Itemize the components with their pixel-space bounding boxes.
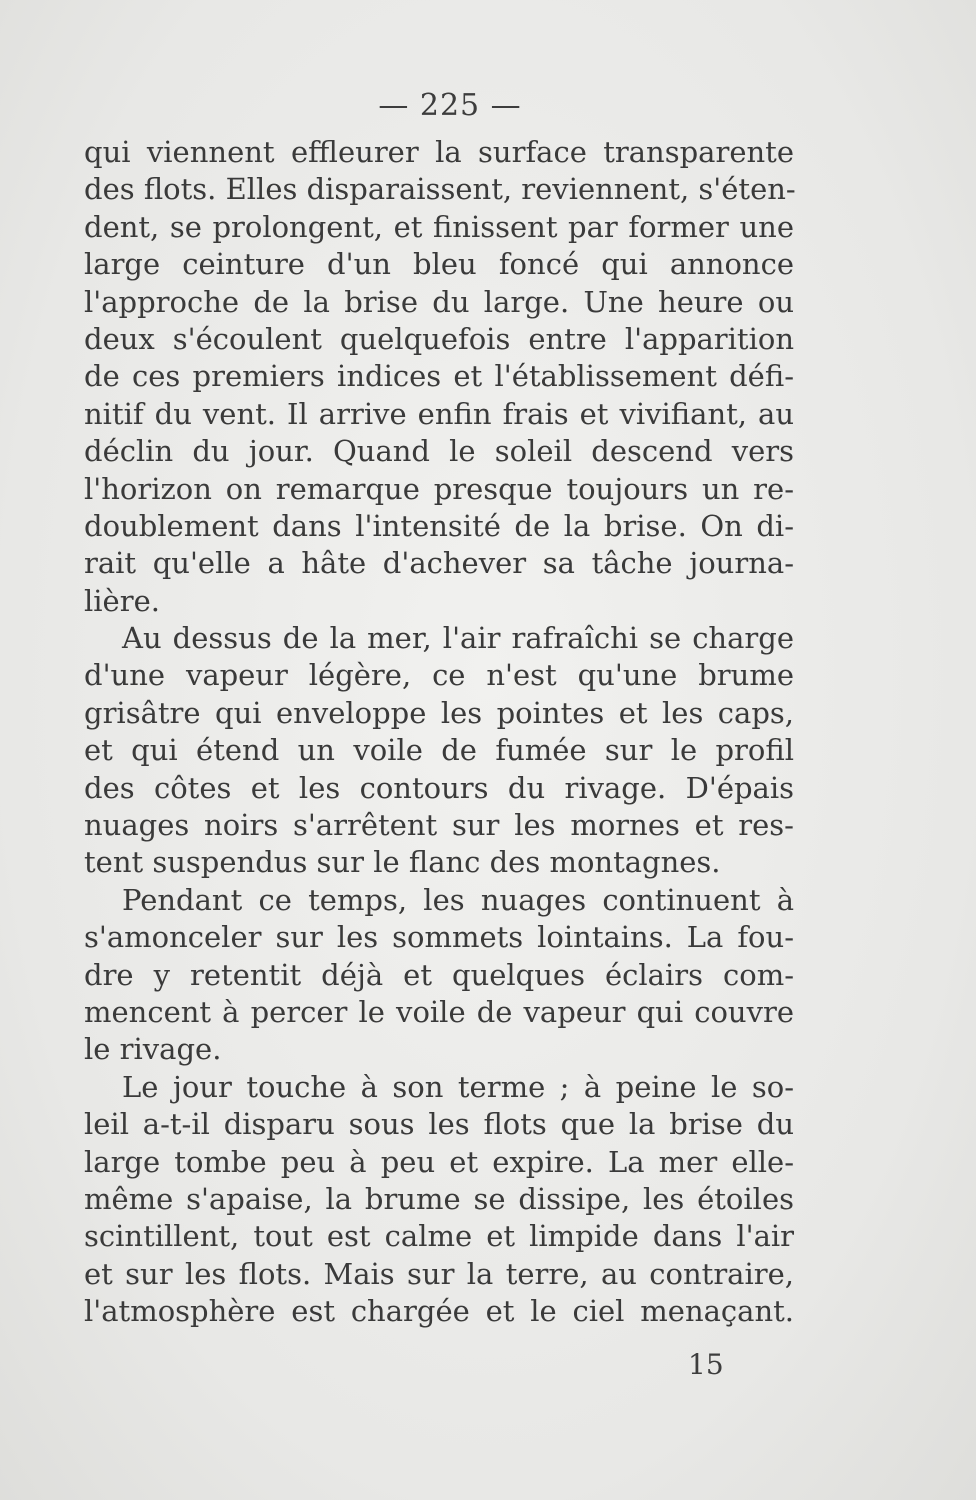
paragraph-start-line: Au dessus de la mer, l'air rafraîchi se charge — [122, 621, 794, 656]
text-line: l'approche de la brise du large. Une heure ou — [84, 284, 794, 319]
text-line: lière. — [84, 583, 160, 618]
text-line: mencent à percer le voile de vapeur qui couvre — [84, 994, 794, 1029]
text-line: dent, se prolongent, et finissent par former une — [84, 209, 794, 244]
text-line: large ceinture d'un bleu foncé qui annonce — [84, 247, 794, 282]
text-line: déclin du jour. Quand le soleil descend vers — [84, 434, 794, 469]
text-line: de ces premiers indices et l'établissement défi- — [84, 359, 794, 394]
text-line: l'atmosphère est chargée et le ciel menaçant. — [84, 1294, 794, 1329]
text-line: rait qu'elle a hâte d'achever sa tâche journa- — [84, 546, 794, 581]
text-line: le rivage. — [84, 1032, 222, 1067]
body-text — [84, 134, 794, 1331]
text-line: même s'apaise, la brume se dissipe, les étoiles — [84, 1181, 794, 1216]
text-line: nuages noirs s'arrêtent sur les mornes et res- — [84, 808, 794, 843]
paragraph-start-line: Le jour touche à son terme ; à peine le so- — [122, 1069, 794, 1104]
text-line: tent suspendus sur le flanc des montagnes. — [84, 845, 721, 880]
text-line: et qui étend un voile de fumée sur le profil — [84, 733, 794, 768]
text-line: leil a-t-il disparu sous les flots que la brise du — [84, 1107, 794, 1142]
text-line: l'horizon on remarque presque toujours un re- — [84, 471, 794, 506]
text-line: scintillent, tout est calme et limpide dans l'air — [84, 1219, 794, 1254]
page-number: — 225 — — [378, 88, 522, 123]
text-line: qui viennent effleurer la surface transparente — [84, 135, 794, 169]
text-line: dre y retentit déjà et quelques éclairs com- — [84, 957, 794, 992]
text-line: et sur les flots. Mais sur la terre, au contraire, — [84, 1256, 794, 1291]
text-line: nitif du vent. Il arrive enfin frais et vivifiant, au — [84, 396, 794, 431]
text-line: large tombe peu à peu et expire. La mer elle- — [84, 1144, 794, 1179]
text-line: s'amonceler sur les sommets lointains. La fou- — [84, 920, 794, 955]
signature-mark: 15 — [688, 1348, 724, 1381]
text-line: d'une vapeur légère, ce n'est qu'une brume — [84, 658, 794, 693]
text-line: deux s'écoulent quelquefois entre l'apparition — [84, 321, 794, 356]
text-line: grisâtre qui enveloppe les pointes et les caps, — [84, 695, 794, 730]
text-line: des côtes et les contours du rivage. D'épais — [84, 770, 794, 805]
text-line: des flots. Elles disparaissent, reviennent, s'éten- — [84, 172, 796, 207]
text-line: doublement dans l'intensité de la brise. On di- — [84, 508, 794, 543]
paragraph-start-line: Pendant ce temps, les nuages continuent à — [122, 882, 794, 917]
